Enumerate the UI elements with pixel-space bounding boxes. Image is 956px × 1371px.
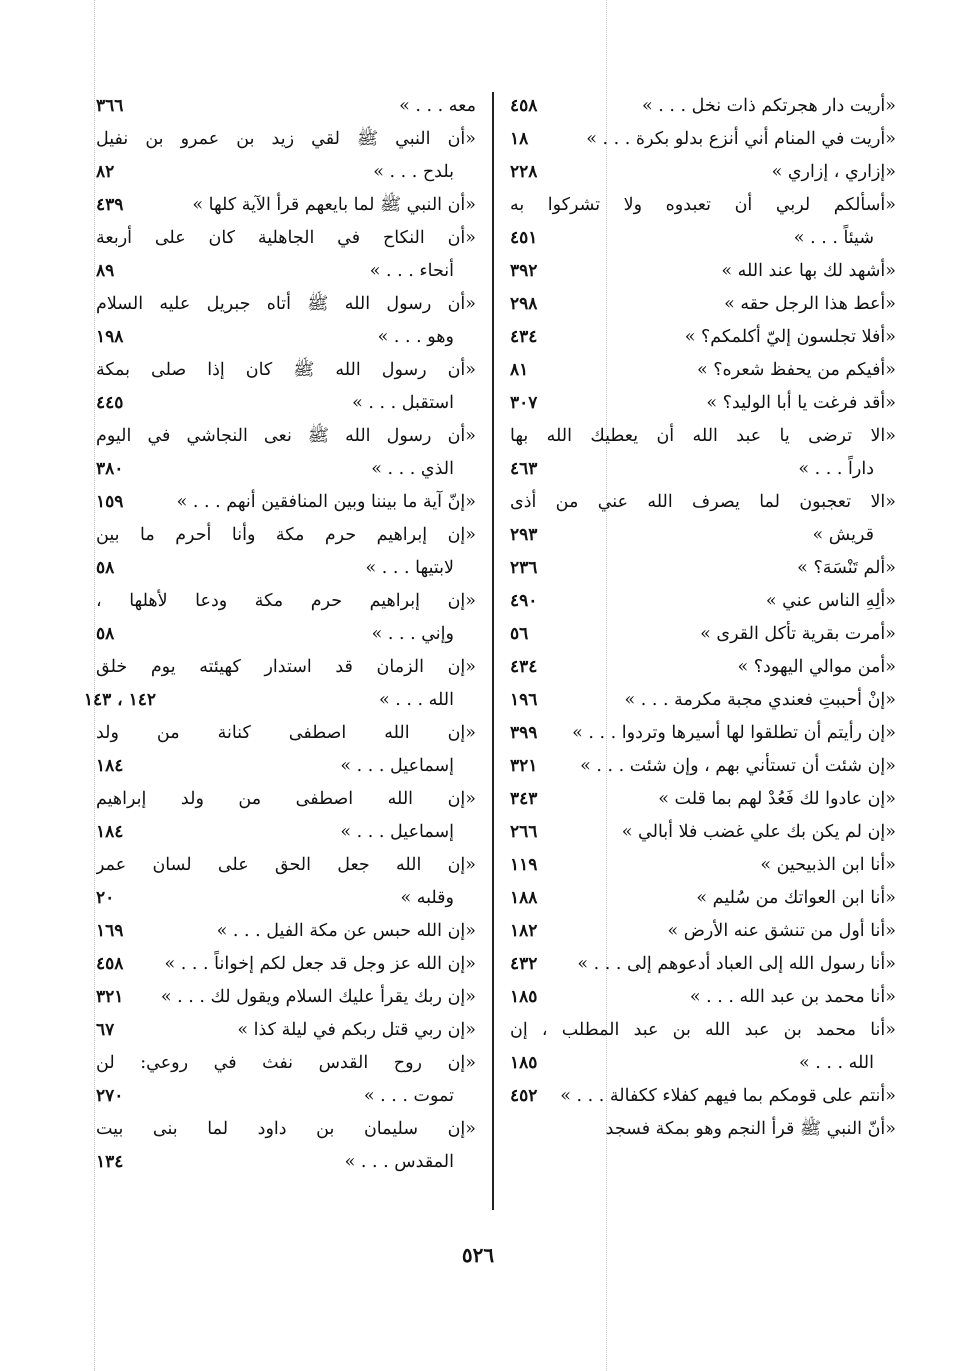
entry-page-ref: ٨٩: [96, 261, 115, 281]
entry-text: «الا ترضى يا عبد الله أن يعطيك الله بها: [510, 426, 896, 446]
index-entry: [510, 90, 896, 123]
entry-text-continuation: إسماعيل . . . »: [340, 756, 454, 776]
index-entry: [96, 1047, 476, 1113]
entry-page-ref: ٣٢١: [510, 756, 538, 776]
index-entry: [96, 849, 476, 915]
entry-page-ref: ٥٦: [510, 624, 529, 644]
index-entry: [510, 849, 896, 882]
index-entry: [510, 321, 896, 354]
entry-text: «أن النبي ﷺ لما بايعهم قرأ الآية كلها »: [192, 195, 476, 215]
entry-page-ref: ٣٤٣: [510, 789, 538, 809]
entry-page-ref: ٤٥١: [510, 228, 538, 248]
entry-page-ref: ١٩٦: [510, 690, 538, 710]
index-entry: [510, 948, 896, 981]
index-entry: [510, 156, 896, 189]
entry-text: «أنّ النبي ﷺ قرأ النجم وهو بمكة فسجد: [605, 1119, 896, 1139]
entry-text: «أن رسول الله ﷺ كان إذا صلى بمكة: [96, 360, 476, 380]
entry-text: «إن الله اصطفى كنانة من ولد: [96, 723, 476, 743]
index-entry: [510, 354, 896, 387]
entry-text: «إن إبراهيم حرم مكة وأنا أحرم ما بين: [96, 525, 476, 545]
entry-text-continuation: الله . . . »: [798, 1053, 874, 1073]
index-entry: [510, 288, 896, 321]
index-entry: [96, 90, 476, 123]
index-entry: [96, 420, 476, 486]
index-entry: [510, 915, 896, 948]
index-entry: [96, 915, 476, 948]
entry-text: «إن روح القدس نفث في روعي: لن: [96, 1053, 476, 1073]
index-entry: [96, 519, 476, 585]
entry-page-ref: ٤٥٨: [510, 96, 538, 116]
entry-page-ref: ٢٩٣: [510, 525, 538, 545]
entry-text: «أعط هذا الرجل حقه »: [724, 294, 896, 314]
entry-text: «أفلا تجلسون إليّ أكلمكم؟ »: [684, 327, 896, 347]
index-column-right: [510, 90, 896, 1146]
entry-text: «أنا محمد بن عبد الله بن عبد المطلب ، إن: [510, 1020, 896, 1040]
entry-text: «ألِهِ الناس عني »: [765, 591, 896, 611]
entry-text-continuation: بلدح . . . »: [373, 162, 454, 182]
entry-page-ref: ٤٣٩: [96, 195, 124, 215]
entry-page-ref: ١٨٨: [510, 888, 538, 908]
entry-text: «أن النبي ﷺ لقي زيد بن عمرو بن نفيل: [96, 129, 476, 149]
entry-text: «إن الزمان قد استدار كهيئته يوم خلق: [96, 657, 476, 677]
entry-page-ref: ١٨٢: [510, 921, 538, 941]
entry-text: «إن عادوا لك فَعُدْ لهم بما قلت »: [658, 789, 896, 809]
entry-page-ref: ٤٣٤: [510, 327, 538, 347]
index-entry: [96, 585, 476, 651]
entry-text: «إن الله حبس عن مكة الفيل . . . »: [216, 921, 476, 941]
entry-text: «إن ربي قتل ربكم في ليلة كذا »: [237, 1020, 476, 1040]
index-entry: [96, 1014, 476, 1047]
entry-page-ref: ١١٩: [510, 855, 538, 875]
entry-text-continuation: وقلبه »: [400, 888, 454, 908]
entry-page-ref: ٤٥٨: [96, 954, 124, 974]
index-entry: [510, 618, 896, 651]
entry-page-ref: ٣٢١: [96, 987, 124, 1007]
index-entry: [96, 288, 476, 354]
entry-text: «أنا رسول الله إلى العباد أدعوهم إلى . . . »: [577, 954, 896, 974]
entry-text: «إزاري ، إزاري »: [771, 162, 896, 182]
entry-text: «إن سليمان بن داود لما بنى بيت: [96, 1119, 476, 1139]
entry-text: «أنا ابن العواتك من سُليم »: [696, 888, 896, 908]
entry-page-ref: ١٤٢ ، ١٤٣: [83, 690, 156, 710]
index-entry: [510, 1014, 896, 1080]
entry-text: «إن إبراهيم حرم مكة ودعا لأهلها ،: [96, 591, 476, 611]
entry-text: معه . . . »: [399, 96, 476, 116]
index-column-left: [83, 90, 476, 1179]
entry-text: «أريت في المنام أني أنزع بدلو بكرة . . . »: [586, 129, 896, 149]
entry-page-ref: ٢٣٦: [510, 558, 538, 578]
index-entry: [510, 783, 896, 816]
entry-text: «ألم تَنْسَهَ؟ »: [797, 558, 896, 578]
entry-page-ref: ١٨: [510, 129, 529, 149]
index-entry: [510, 123, 896, 156]
entry-page-ref: ٥٨: [96, 558, 115, 578]
entry-text-continuation: شيئاً . . . »: [793, 228, 874, 248]
index-entry: [510, 981, 896, 1014]
index-entry: [96, 222, 476, 288]
entry-page-ref: ١٨٥: [510, 987, 538, 1007]
entry-text-continuation: إسماعيل . . . »: [340, 822, 454, 842]
entry-text: «إن لم يكن بك علي غضب فلا أبالي »: [621, 822, 896, 842]
entry-text: «أريت دار هجرتكم ذات نخل . . . »: [642, 96, 896, 116]
entry-page-ref: ٣٩٩: [510, 723, 538, 743]
index-entry: [96, 717, 476, 783]
entry-text: «أسألكم لربي أن تعبدوه ولا تشركوا به: [510, 195, 896, 215]
index-entry: [96, 486, 476, 519]
entry-text-continuation: الذي . . . »: [371, 459, 454, 479]
entry-page-ref: ١٨٤: [96, 756, 124, 776]
column-divider: [492, 92, 494, 1210]
index-entry: [96, 981, 476, 1014]
index-entry: [510, 552, 896, 585]
entry-text: «إن رأيتم أن تطلقوا لها أسيرها وتردوا . . . »: [572, 723, 896, 743]
entry-page-ref: ١٨٤: [96, 822, 124, 842]
entry-text: «أقد فرغت يا أبا الوليد؟ »: [706, 393, 896, 413]
entry-page-ref: ١٦٩: [96, 921, 124, 941]
index-entry: [510, 1113, 896, 1146]
entry-text-continuation: استقبل . . . »: [352, 393, 454, 413]
entry-text-continuation: وإني . . . »: [371, 624, 454, 644]
index-entry: [510, 651, 896, 684]
entry-page-ref: ٢٧٠: [96, 1086, 124, 1106]
index-entry: [510, 684, 896, 717]
entry-text-continuation: لابتيها . . . »: [365, 558, 454, 578]
index-entry: [96, 1113, 476, 1179]
entry-text: «أن رسول الله ﷺ نعى النجاشي في اليوم: [96, 426, 476, 446]
entry-text: «إن الله جعل الحق على لسان عمر: [96, 855, 476, 875]
index-entry: [510, 585, 896, 618]
entry-text: «إنْ أحببتِ فعندي مجبة مكرمة . . . »: [624, 690, 896, 710]
entry-page-ref: ٣٩٢: [510, 261, 538, 281]
entry-text: «أنا أول من تنشق عنه الأرض »: [667, 921, 896, 941]
entry-page-ref: ٤٣٤: [510, 657, 538, 677]
entry-text-continuation: قريش »: [812, 525, 874, 545]
entry-text: «أن النكاح في الجاهلية كان على أربعة: [96, 228, 476, 248]
entry-text-continuation: أنحاء . . . »: [369, 261, 454, 281]
index-entry: [96, 783, 476, 849]
index-entry: [96, 354, 476, 420]
entry-page-ref: ٣٨٠: [96, 459, 124, 479]
entry-page-ref: ٤٩٠: [510, 591, 538, 611]
entry-page-ref: ٢٠: [96, 888, 115, 908]
entry-text-continuation: داراً . . . »: [798, 459, 874, 479]
index-entry: [510, 420, 896, 486]
index-entry: [510, 1080, 896, 1113]
entry-text: «إنّ آية ما بيننا وبين المنافقين أنهم . . . »: [176, 492, 476, 512]
entry-page-ref: ٤٣٢: [510, 954, 538, 974]
entry-text: «إن ربك يقرأ عليك السلام ويقول لك . . . »: [160, 987, 476, 1007]
entry-text-continuation: وهو . . . »: [377, 327, 454, 347]
entry-text-continuation: المقدس . . . »: [344, 1152, 454, 1172]
index-entry: [96, 123, 476, 189]
index-entry: [510, 882, 896, 915]
index-entry: [83, 651, 476, 717]
entry-page-ref: ١٩٨: [96, 327, 124, 347]
entry-text: «إن الله اصطفى من ولد إبراهيم: [96, 789, 476, 809]
index-entry: [510, 189, 896, 255]
entry-text: «أفيكم من يحفظ شعره؟ »: [696, 360, 896, 380]
entry-page-ref: ٨٢: [96, 162, 115, 182]
index-entry: [510, 717, 896, 750]
page-number: ٥٢٦: [461, 1243, 495, 1267]
index-entry: [510, 255, 896, 288]
entry-page-ref: ٢٦٦: [510, 822, 538, 842]
entry-text-continuation: الله . . . »: [378, 690, 454, 710]
entry-page-ref: ٣٦٦: [96, 96, 124, 116]
entry-page-ref: ٤٥٢: [510, 1086, 538, 1106]
entry-text: «أشهد لك بها عند الله »: [721, 261, 896, 281]
entry-text: «أنا ابن الذبيحين »: [760, 855, 896, 875]
entry-text: «أنا محمد بن عبد الله . . . »: [689, 987, 896, 1007]
index-entry: [96, 948, 476, 981]
entry-text: «إن شئت أن تستأني بهم ، وإن شئت . . . »: [580, 756, 896, 776]
entry-text: «أنتم على قومكم بما فيهم كفلاء ككفالة . . . »: [560, 1086, 896, 1106]
entry-text: «أمرت بقرية تأكل القرى »: [700, 624, 896, 644]
entry-page-ref: ٦٧: [96, 1020, 115, 1040]
entry-page-ref: ٤٦٣: [510, 459, 538, 479]
entry-text: «إن الله عز وجل قد جعل لكم إخواناً . . . »: [164, 954, 476, 974]
entry-text: «أن رسول الله ﷺ أتاه جبريل عليه السلام: [96, 294, 476, 314]
entry-page-ref: ٤٤٥: [96, 393, 124, 413]
entry-page-ref: ٨١: [510, 360, 529, 380]
index-entry: [510, 816, 896, 849]
entry-page-ref: ٢٢٨: [510, 162, 538, 182]
entry-page-ref: ١٣٤: [96, 1152, 124, 1172]
index-entry: [510, 486, 896, 552]
index-entry: [96, 189, 476, 222]
index-entry: [510, 750, 896, 783]
entry-text: «أمن موالي اليهود؟ »: [737, 657, 896, 677]
entry-page-ref: ١٥٩: [96, 492, 124, 512]
entry-page-ref: ١٨٥: [510, 1053, 538, 1073]
entry-text-continuation: تموت . . . »: [363, 1086, 454, 1106]
index-entry: [510, 387, 896, 420]
entry-page-ref: ٥٨: [96, 624, 115, 644]
entry-text: «الا تعجبون لما يصرف الله عني من أذى: [510, 492, 896, 512]
entry-page-ref: ٢٩٨: [510, 294, 538, 314]
entry-page-ref: ٣٠٧: [510, 393, 538, 413]
